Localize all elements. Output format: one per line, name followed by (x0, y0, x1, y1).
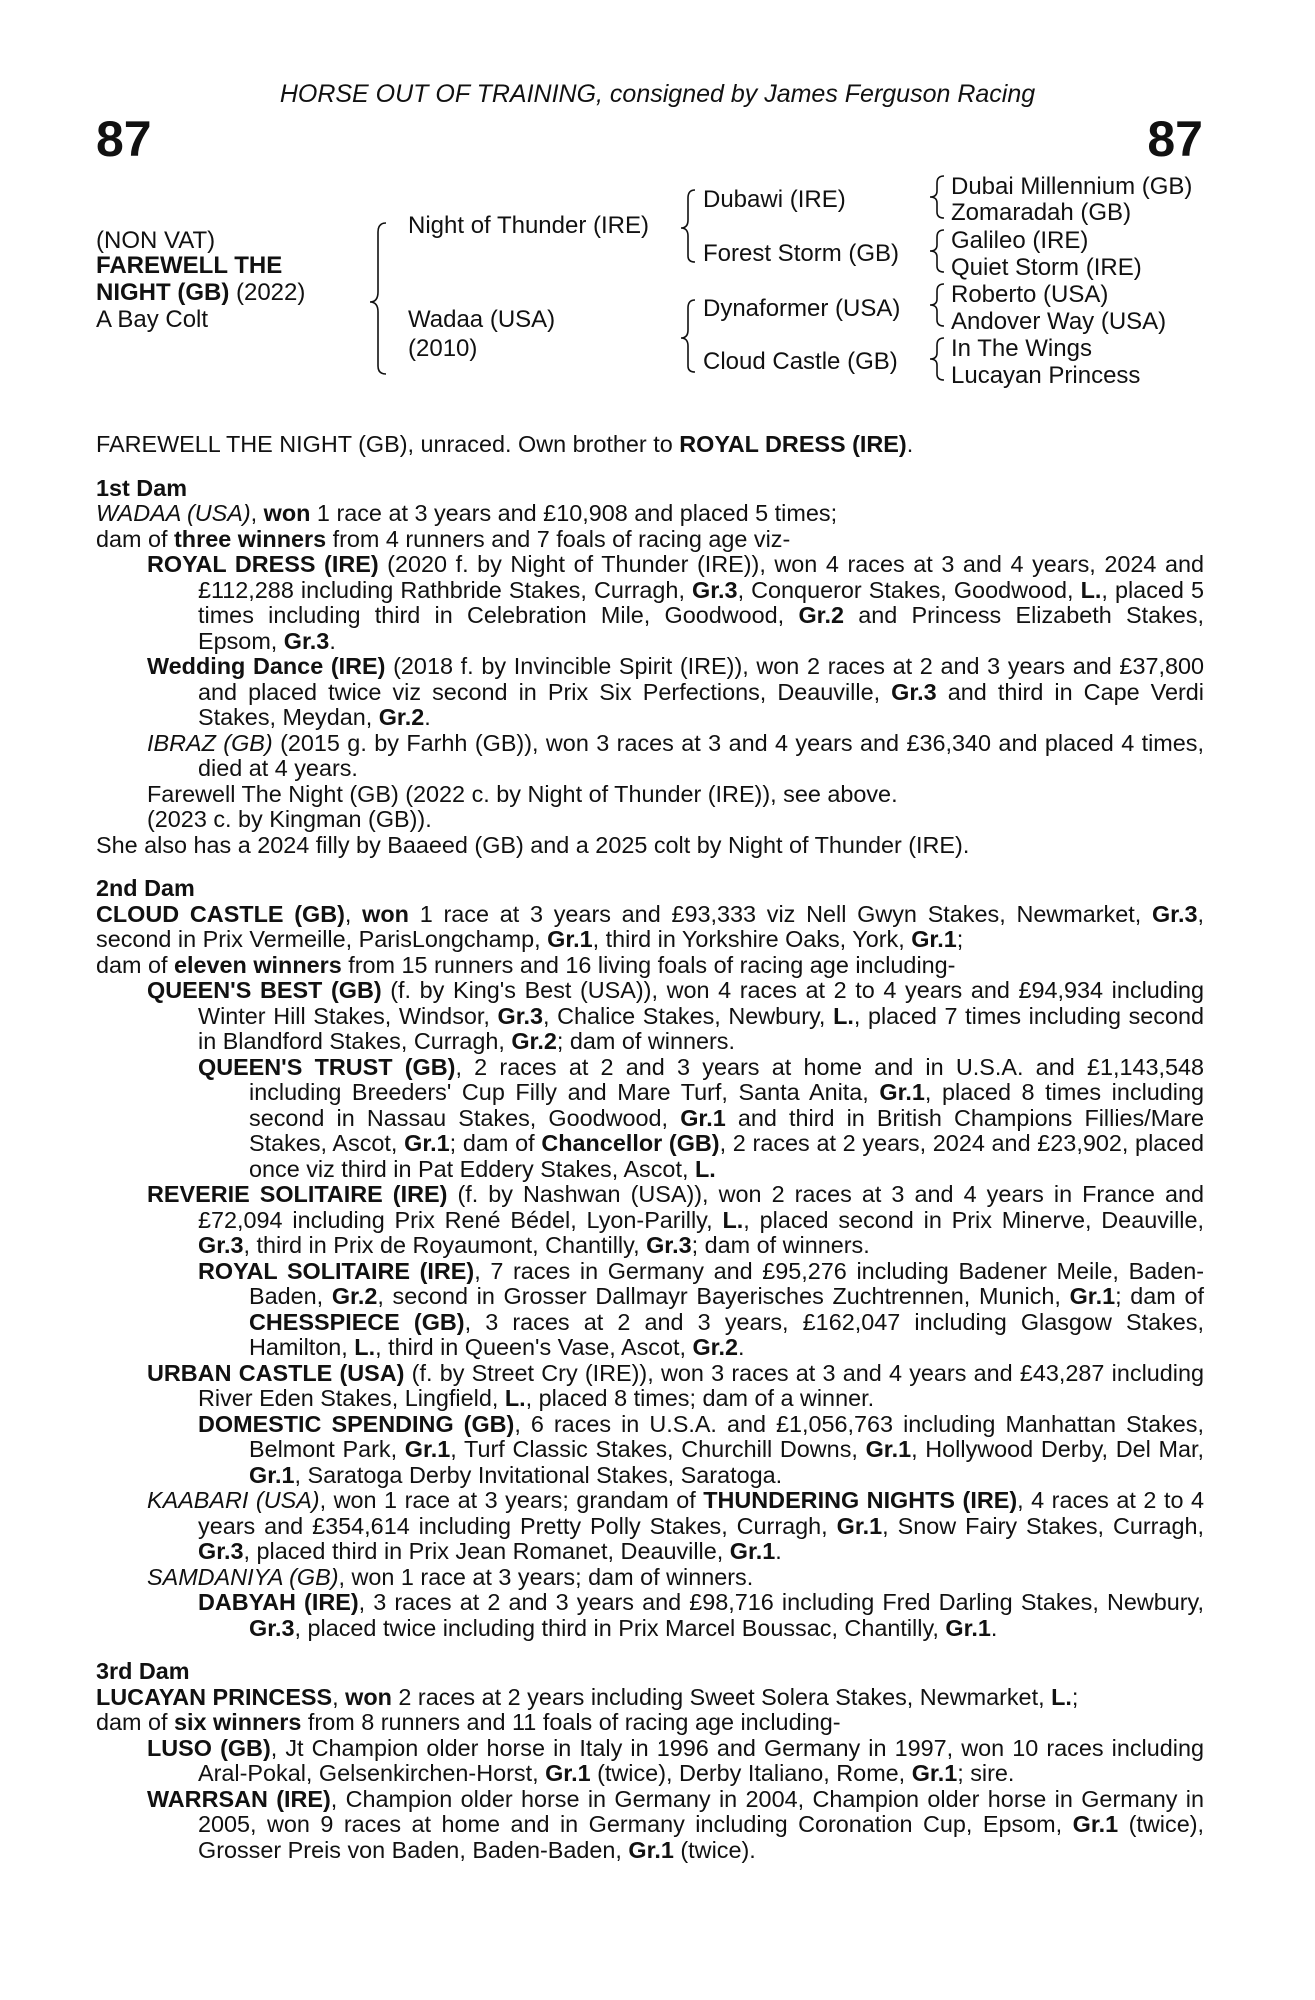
produce-wedding-dance: Wedding Dance (IRE) (2018 f. by Invincible Spirit (IRE)), won 2 races at 2 and 3 years and £37,800 and placed twice viz second in Prix Six Perfections, Deauville, Gr.3 and third in Cape Verdi Stakes, Meydan, Gr.2. (147, 653, 1204, 730)
produce-farewell-the-night: Farewell The Night (GB) (2022 c. by Night of Thunder (IRE)), see above. (147, 780, 898, 807)
sire-sire: Dubawi (IRE) (703, 186, 846, 213)
first-dam-note: She also has a 2024 filly by Baaeed (GB) and a 2025 colt by Night of Thunder (IRE). (96, 831, 970, 858)
second-dam-produce: dam of eleven winners from 15 runners and 16 living foals of racing age including- (96, 951, 956, 978)
sire-dam: Forest Storm (GB) (703, 240, 900, 267)
catalogue-body (96, 432, 1204, 1863)
produce-samdaniya: SAMDANIYA (GB), won 1 race at 3 years; dam of winners. (147, 1563, 754, 1590)
bracket-ggp3 (930, 284, 944, 326)
second-dam-heading: 2nd Dam (96, 875, 195, 901)
lot-number-left: 87 (96, 111, 152, 167)
produce-luso: LUSO (GB), Jt Champion older horse in Italy in 1996 and Germany in 1997, won 10 races including Aral-Pokal, Gelsenkirchen-Horst, Gr.1 (twice), Derby Italiano, Rome, Gr.1; sire. (147, 1734, 1204, 1786)
ggp-1: Dubai Millennium (GB) (951, 173, 1193, 200)
pedigree-brackets (0, 0, 1315, 420)
intro-line: FAREWELL THE NIGHT (GB), unraced. Own brother to ROYAL DRESS (IRE). (96, 431, 914, 457)
produce-warrsan: WARRSAN (IRE), Champion older horse in Germany in 2004, Champion older horse in Germany in 2005, won 9 races at home and in Germany including Coronation Cup, Epsom, Gr.1 (twice), Grosser Preis von Baden, Baden-Baden, Gr.1 (twice). (147, 1785, 1204, 1863)
produce-queens-best: QUEEN'S BEST (GB) (f. by King's Best (USA)), won 4 races at 2 to 4 years and £94,934 including Winter Hill Stakes, Windsor, Gr.3, Chalice Stakes, Newbury, L., placed 7 times including second in Blandford Stakes, Curragh, Gr.2; dam of winners. (147, 977, 1205, 1054)
horse-description: A Bay Colt (96, 306, 209, 333)
produce-queens-trust: QUEEN'S TRUST (GB), 2 races at 2 and 3 years at home and in U.S.A. and £1,143,548 including Breeders' Cup Filly and Mare Turf, Santa Anita, Gr.1, placed 8 times including second in Nassau Stakes, Goodwood, Gr.1 and third in British Champions Fillies/Mare Stakes, Ascot, Gr.1; dam of Chancellor (GB), 2 races at 2 years, 2024 and £23,902, placed once viz third in Pat Eddery Stakes, Ascot, L. (198, 1053, 1205, 1182)
third-dam-produce: dam of six winners from 8 runners and 11 foals of racing age including- (96, 1709, 841, 1735)
ggp-4: Quiet Storm (IRE) (951, 254, 1142, 281)
third-dam-heading: 3rd Dam (96, 1658, 190, 1684)
ggp-5: Roberto (USA) (951, 281, 1109, 308)
dam-year: (2010) (408, 335, 478, 362)
ggp-6: Andover Way (USA) (951, 308, 1167, 335)
bracket-ggp4 (930, 338, 944, 380)
lot-number-right: 87 (1147, 111, 1203, 167)
second-dam-record: CLOUD CASTLE (GB), won 1 race at 3 years and £93,333 viz Nell Gwyn Stakes, Newmarket, Gr.3, second in Prix Vermeille, ParisLongchamp, Gr.1, third in Yorkshire Oaks, York, Gr.1; (96, 900, 1204, 952)
dam-sire: Dynaformer (USA) (703, 295, 901, 322)
horse-name-line1: FAREWELL THE (96, 252, 283, 279)
third-dam-record: LUCAYAN PRINCESS, won 2 races at 2 years including Sweet Solera Stakes, Newmarket, L.; (96, 1683, 1079, 1710)
produce-royal-solitaire: ROYAL SOLITAIRE (IRE), 7 races in Germany and £95,276 including Badener Meile, Baden-Baden, Gr.2, second in Grosser Dallmayr Bayerisches Zuchtrennen, Munich, Gr.1; dam of CHESSPIECE (GB), 3 races at 2 and 3 years, £162,047 including Glasgow Stakes, Hamilton, L., third in Queen's Vase, Ascot, Gr.2. (198, 1257, 1204, 1360)
page-header: HORSE OUT OF TRAINING, consigned by James Ferguson Racing (279, 80, 1036, 108)
first-dam-record: WADAA (USA), won 1 race at 3 years and £10,908 and placed 5 times; (96, 500, 838, 526)
first-dam-heading: 1st Dam (96, 474, 188, 501)
produce-kaabari: KAABARI (USA), won 1 race at 3 years; grandam of THUNDERING NIGHTS (IRE), 4 races at 2 to 4 years and £354,614 including Pretty Polly Stakes, Curragh, Gr.1, Snow Fairy Stakes, Curragh, Gr.3, placed third in Prix Jean Romanet, Deauville, Gr.1. (147, 1487, 1204, 1564)
ggp-2: Zomaradah (GB) (951, 199, 1132, 226)
ggp-7: In The Wings (951, 335, 1092, 362)
ggp-8: Lucayan Princess (951, 362, 1141, 389)
bracket-ggp2 (930, 230, 944, 272)
produce-reverie-solitaire: REVERIE SOLITAIRE (IRE) (f. by Nashwan (USA)), won 2 races at 3 and 4 years in France and £72,094 including Prix René Bédel, Lyon-Parilly, L., placed second in Prix Minerve, Deauville, Gr.3, third in Prix de Royaumont, Chantilly, Gr.3; dam of winners. (147, 1181, 1205, 1258)
produce-2023-colt: (2023 c. by Kingman (GB)). (147, 806, 432, 832)
bracket-sire (681, 190, 695, 262)
first-dam-produce: dam of three winners from 4 runners and 7 foals of racing age viz- (96, 525, 791, 552)
sire: Night of Thunder (IRE) (408, 212, 649, 239)
dam-dam: Cloud Castle (GB) (703, 348, 898, 375)
produce-ibraz: IBRAZ (GB) (2015 g. by Farhh (GB)), won 3 races at 3 and 4 years and £36,340 and placed 4 times, died at 4 years. (147, 729, 1204, 781)
dam: Wadaa (USA) (408, 306, 556, 333)
vat-status: (NON VAT) (96, 227, 216, 254)
produce-domestic-spending: DOMESTIC SPENDING (GB), 6 races in U.S.A. and £1,056,763 including Manhattan Stakes, Belmont Park, Gr.1, Turf Classic Stakes, Churchill Downs, Gr.1, Hollywood Derby, Del Mar, Gr.1, Saratoga Derby Invitational Stakes, Saratoga. (198, 1410, 1205, 1488)
produce-royal-dress: ROYAL DRESS (IRE) (2020 f. by Night of Thunder (IRE)), won 4 races at 3 and 4 years, 2024 and £112,288 including Rathbride Stakes, Curragh, Gr.3, Conqueror Stakes, Goodwood, L., placed 5 times including third in Celebration Mile, Goodwood, Gr.2 and Princess Elizabeth Stakes, Epsom, Gr.3. (147, 551, 1205, 654)
produce-dabyah: DABYAH (IRE), 3 races at 2 and 3 years and £98,716 including Fred Darling Stakes, Newbury, Gr.3, placed twice including third in Prix Marcel Boussac, Chantilly, Gr.1. (198, 1589, 1205, 1641)
ggp-3: Galileo (IRE) (951, 227, 1089, 254)
bracket-main (370, 223, 386, 374)
bracket-dam (681, 300, 695, 372)
horse-name-line2: NIGHT (GB) (2022) (96, 279, 306, 306)
bracket-ggp1 (930, 176, 944, 218)
produce-urban-castle: URBAN CASTLE (USA) (f. by Street Cry (IRE)), won 3 races at 3 and 4 years and £43,287 including River Eden Stakes, Lingfield, L., placed 8 times; dam of a winner. (147, 1359, 1205, 1411)
